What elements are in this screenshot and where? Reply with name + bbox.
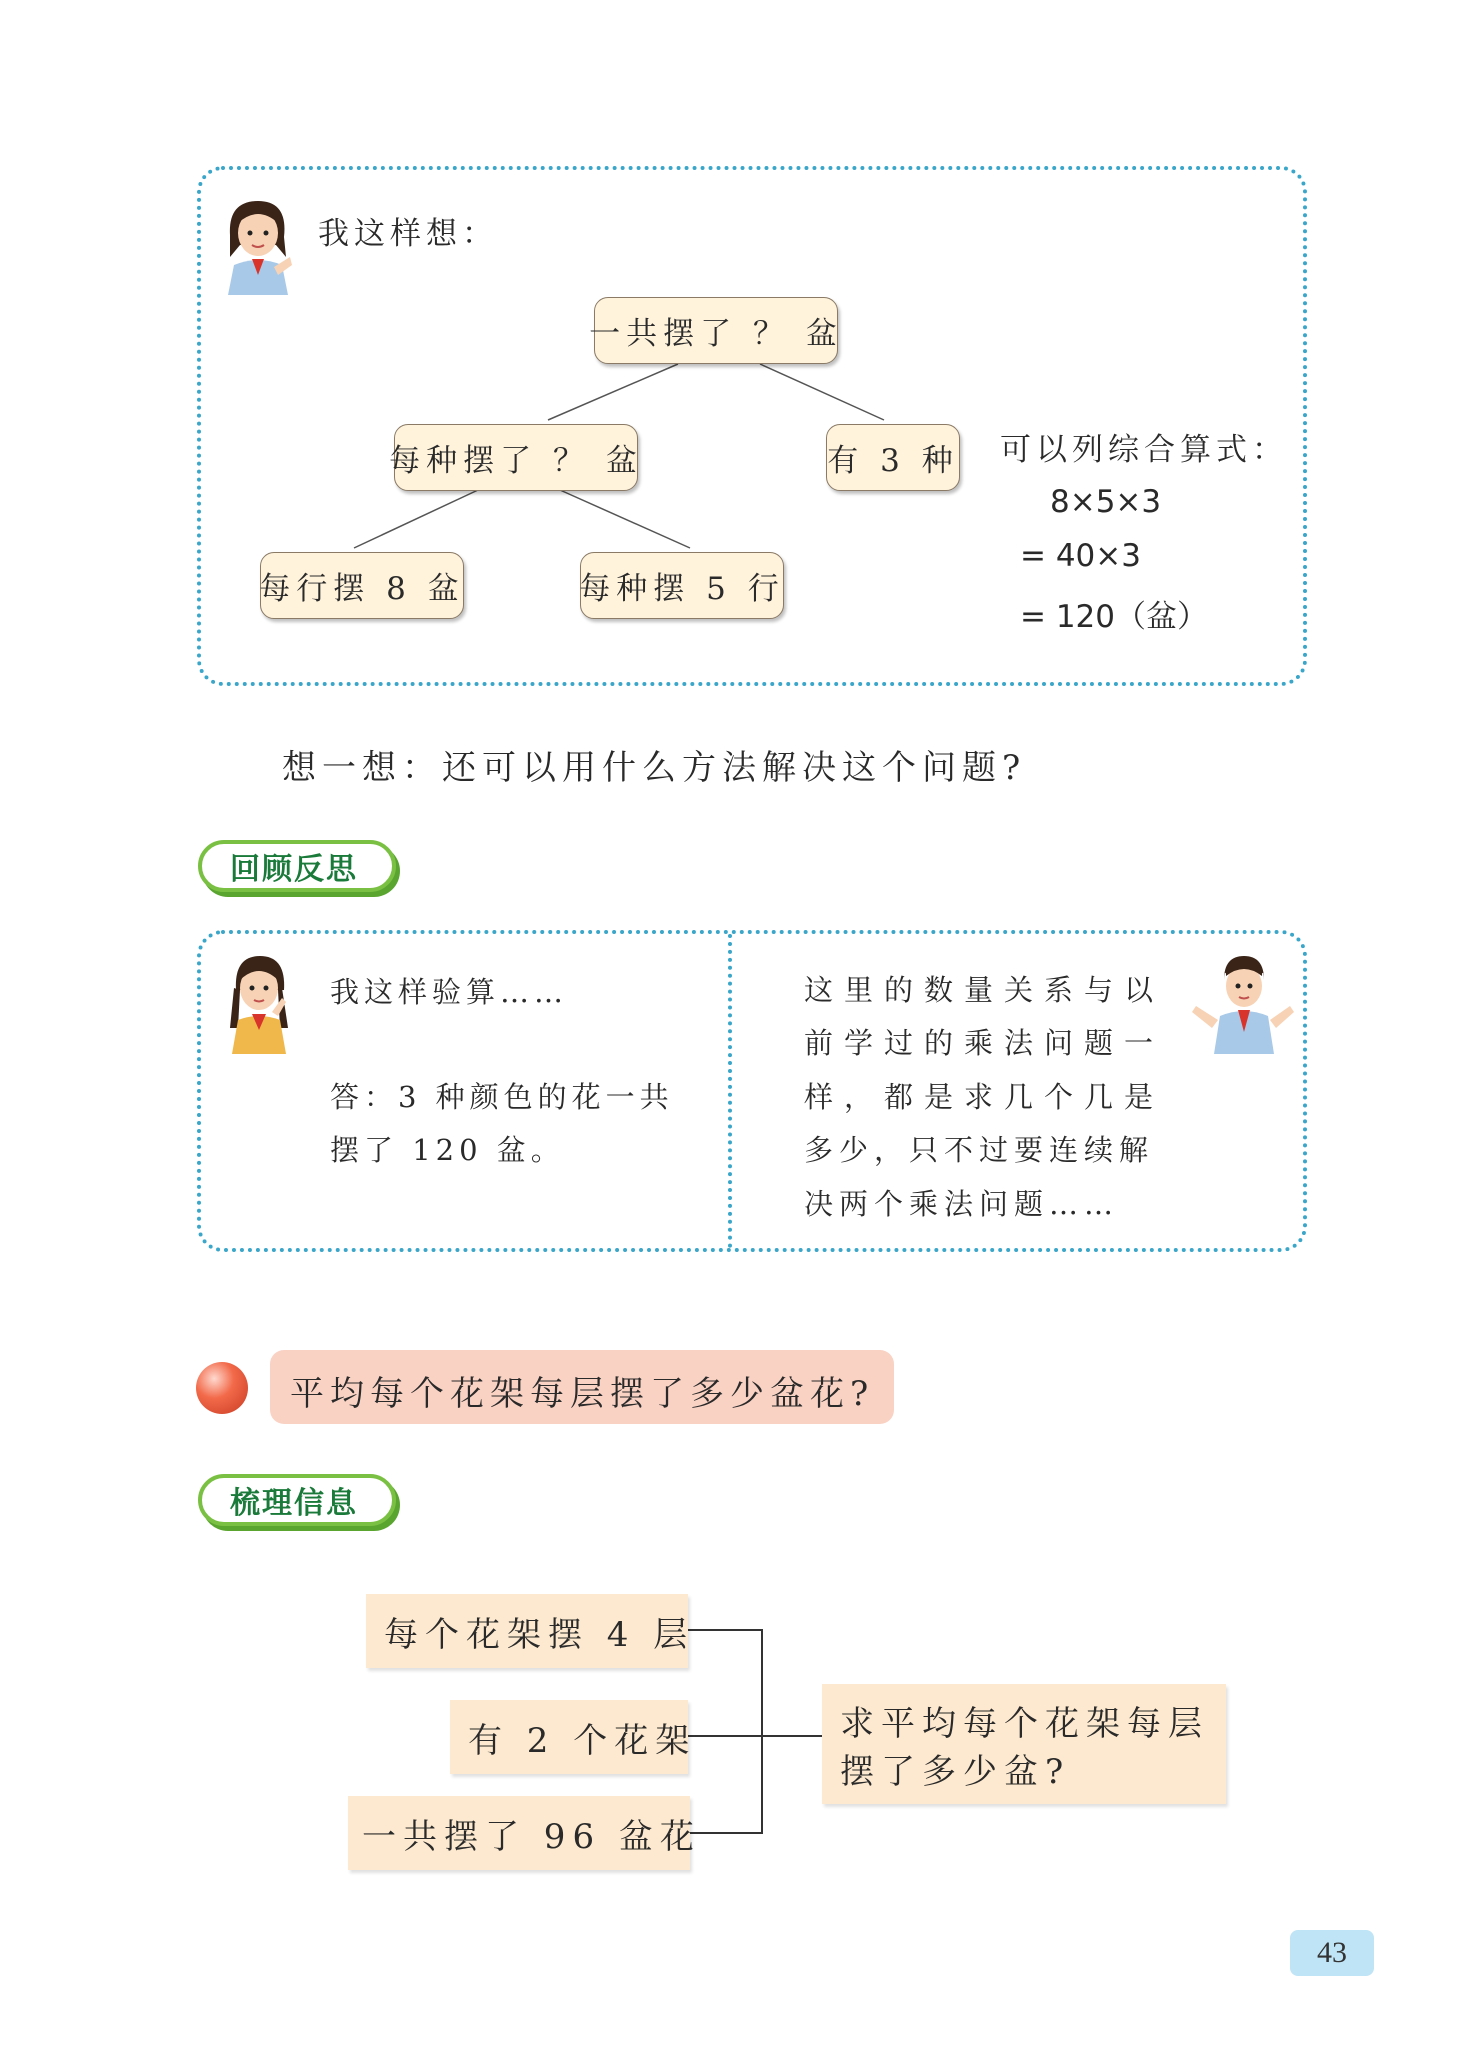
problem-2-text: 平均每个花架每层摆了多少盆花? bbox=[290, 1374, 875, 1414]
info-fact-1: 每个花架摆 4 层 bbox=[366, 1594, 688, 1668]
tree-leaf-right-box: 每种摆 5 行 bbox=[580, 552, 784, 619]
tree-mid-right-box: 有 3 种 bbox=[826, 424, 960, 491]
boy-line: 样，都是求几个几是 bbox=[804, 1080, 1165, 1114]
formula-caption: 可以列综合算式： bbox=[1000, 432, 1288, 468]
tree-root-box: 一共摆了 ？ 盆 bbox=[594, 297, 838, 364]
info-fact-3: 一共摆了 96 盆花 bbox=[348, 1796, 690, 1870]
page-number: 43 bbox=[1317, 1936, 1347, 1969]
tree-mid-left-box: 每种摆了 ？ 盆 bbox=[394, 424, 638, 491]
formula-line-1: 8×5×3 bbox=[1050, 484, 1162, 520]
formula-line-2: = 40×3 bbox=[1020, 538, 1141, 574]
page-number-badge bbox=[1290, 1930, 1374, 1976]
think-question: 想一想：还可以用什么方法解决这个问题? bbox=[282, 748, 1027, 788]
review-answer-line-1: 答：3 种颜色的花一共 bbox=[330, 1080, 674, 1114]
review-answer-line-2: 摆了 120 盆。 bbox=[330, 1133, 565, 1167]
info-goal-line-2: 摆了多少盆? bbox=[840, 1752, 1071, 1792]
boy-line: 决两个乘法问题…… bbox=[804, 1187, 1120, 1221]
formula-line-3: = 120（盆） bbox=[1020, 599, 1208, 635]
info-fact-2: 有 2 个花架 bbox=[450, 1700, 688, 1774]
think-intro: 我这样想： bbox=[318, 216, 498, 252]
review-girl-text: 我这样验算…… bbox=[330, 975, 569, 1009]
boy-line: 前学过的乘法问题一 bbox=[804, 1026, 1165, 1060]
boy-line: 多少，只不过要连续解 bbox=[804, 1133, 1155, 1167]
section-pill-info: 梳理信息 bbox=[198, 1474, 396, 1526]
section-pill-review: 回顾反思 bbox=[198, 840, 396, 892]
info-goal-line-1: 求平均每个花架每层 bbox=[840, 1704, 1209, 1744]
boy-line: 这里的数量关系与以 bbox=[804, 973, 1165, 1007]
tree-leaf-left-box: 每行摆 8 盆 bbox=[260, 552, 464, 619]
